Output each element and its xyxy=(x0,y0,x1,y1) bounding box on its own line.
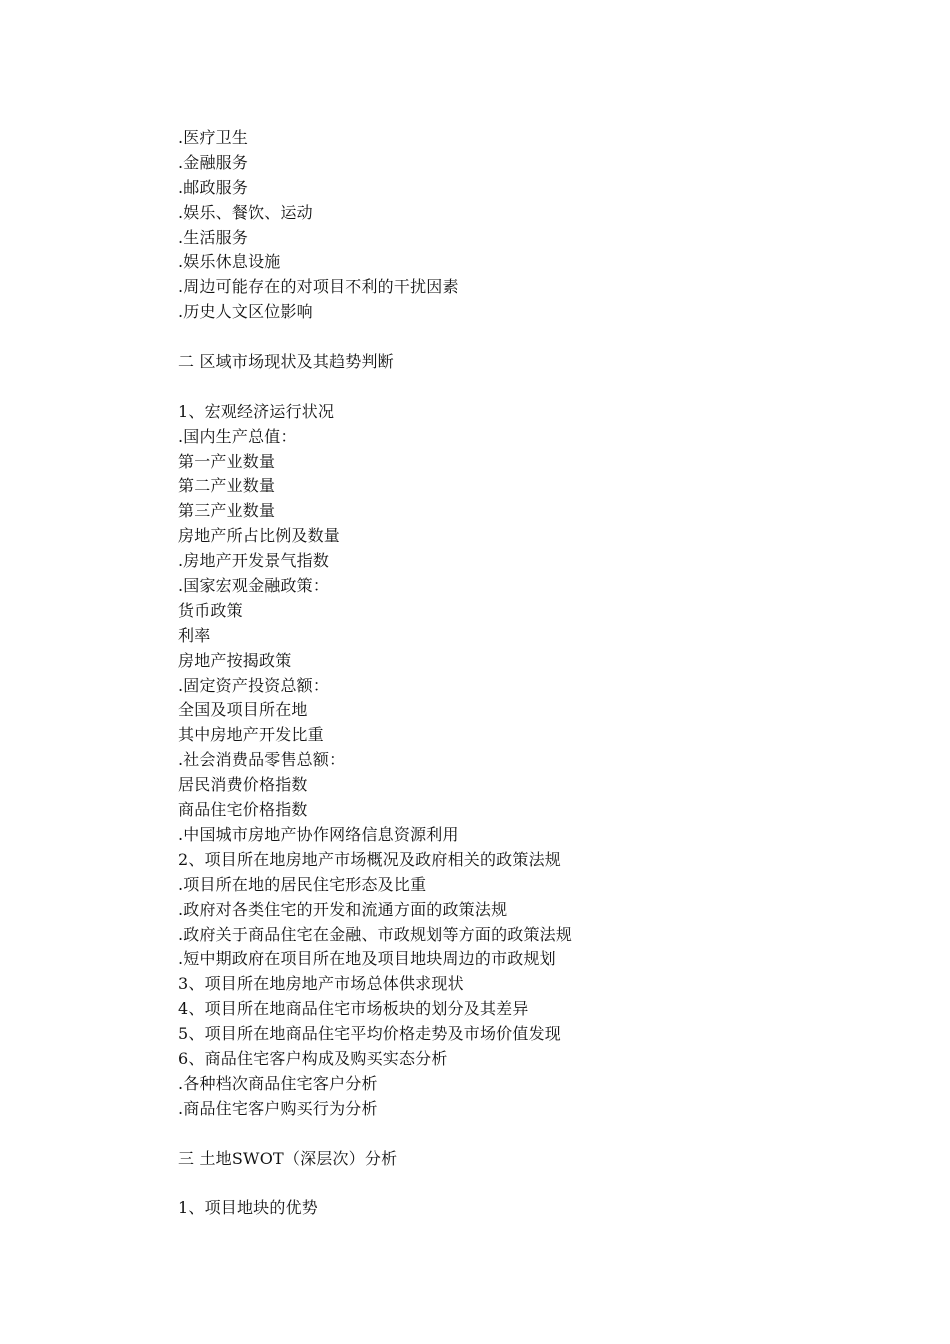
text-line: .政府对各类住宅的开发和流通方面的政策法规 xyxy=(178,899,508,919)
blank-line xyxy=(178,325,878,350)
text-line: .娱乐、餐饮、运动 xyxy=(178,202,313,222)
text-line: .国家宏观金融政策： xyxy=(178,576,330,596)
blank-line xyxy=(178,1171,878,1196)
text-line: .各种档次商品住宅客户分析 xyxy=(178,1073,378,1093)
text-line: 第三产业数量 xyxy=(178,501,276,521)
text-line: .房地产开发景气指数 xyxy=(178,551,330,571)
subsection-heading: 2、项目所在地房地产市场概况及政府相关的政策法规 xyxy=(178,849,561,869)
text-line: 货币政策 xyxy=(178,600,243,620)
section-heading: 二 区域市场现状及其趋势判断 xyxy=(178,352,394,372)
text-line: 第二产业数量 xyxy=(178,476,276,496)
text-line: .医疗卫生 xyxy=(178,128,249,147)
text-line: 商品住宅价格指数 xyxy=(178,800,308,820)
text-line: 房地产所占比例及数量 xyxy=(178,526,341,546)
text-line: 房地产按揭政策 xyxy=(178,650,292,670)
subsection-heading: 6、商品住宅客户构成及购买实态分析 xyxy=(178,1048,448,1068)
text-line: .固定资产投资总额： xyxy=(178,675,330,695)
text-line: .社会消费品零售总额： xyxy=(178,750,346,770)
text-line: .商品住宅客户购买行为分析 xyxy=(178,1098,378,1118)
blank-line xyxy=(178,375,878,400)
text-line: 其中房地产开发比重 xyxy=(178,725,324,745)
text-line: .生活服务 xyxy=(178,227,249,247)
text-line: 居民消费价格指数 xyxy=(178,775,308,795)
blank-line xyxy=(178,1122,878,1147)
text-line: .国内生产总值： xyxy=(178,426,297,446)
subsection-heading: 1、宏观经济运行状况 xyxy=(178,401,335,421)
text-line: .中国城市房地产协作网络信息资源利用 xyxy=(178,824,459,844)
section-heading: 三 土地SWOT（深层次）分析 xyxy=(178,1148,398,1168)
text-line: .项目所在地的居民住宅形态及比重 xyxy=(178,874,427,894)
text-line: .政府关于商品住宅在金融、市政规划等方面的政策法规 xyxy=(178,924,573,944)
text-line: 第一产业数量 xyxy=(178,451,276,471)
subsection-heading: 4、项目所在地商品住宅市场板块的划分及其差异 xyxy=(178,999,529,1019)
text-line: 利率 xyxy=(178,625,211,645)
text-line: .周边可能存在的对项目不利的干扰因素 xyxy=(178,277,459,297)
subsection-heading: 1、项目地块的优势 xyxy=(178,1198,318,1218)
text-line: .金融服务 xyxy=(178,152,249,172)
subsection-heading: 3、项目所在地房地产市场总体供求现状 xyxy=(178,974,464,994)
subsection-heading: 5、项目所在地商品住宅平均价格走势及市场价值发现 xyxy=(178,1024,561,1044)
text-line: 全国及项目所在地 xyxy=(178,700,308,720)
text-line: .邮政服务 xyxy=(178,177,249,197)
text-line: .历史人文区位影响 xyxy=(178,302,313,322)
document-body xyxy=(178,126,878,1221)
text-line: .短中期政府在项目所在地及项目地块周边的市政规划 xyxy=(178,949,556,969)
text-line: .娱乐休息设施 xyxy=(178,252,281,272)
